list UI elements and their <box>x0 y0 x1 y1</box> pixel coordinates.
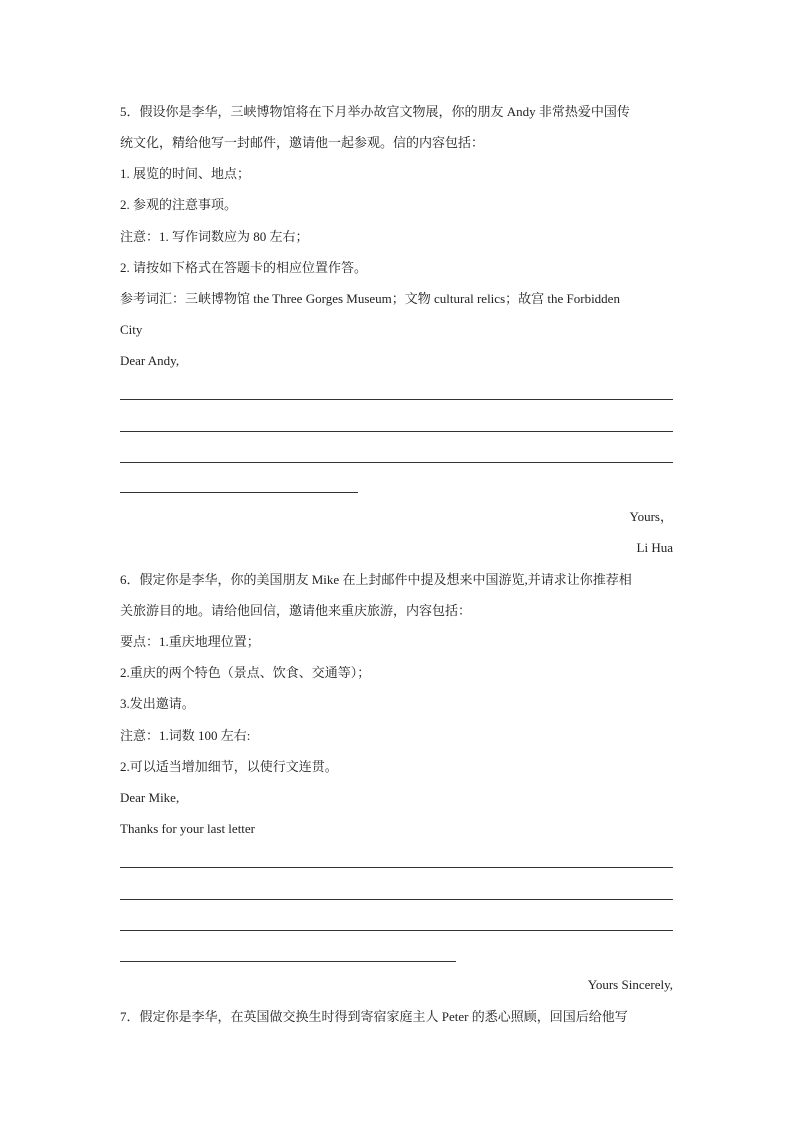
q5-answer-line-1 <box>120 399 673 400</box>
q5-greeting: Dear Andy, <box>120 353 180 368</box>
q6-opening: Thanks for your last letter <box>120 821 256 836</box>
q5-note2: 2. 请按如下格式在答题卡的相应位置作答。 <box>120 260 368 275</box>
q5-point2: 2. 参观的注意事项。 <box>120 197 238 212</box>
q6-closing: Yours Sincerely, <box>587 977 673 992</box>
q6-note1: 注意：1.词数 100 左右: <box>120 728 251 743</box>
q6-note2: 2.可以适当增加细节，以使行文连贯。 <box>120 759 338 774</box>
q5-point1: 1. 展览的时间、地点； <box>120 166 251 181</box>
q6-point2: 2.重庆的两个特色（景点、饮食、交通等）； <box>120 665 371 680</box>
q6-point3: 3.发出邀请。 <box>120 696 195 711</box>
q5-signature: Li Hua <box>636 540 673 555</box>
q5-vocab-line2: City <box>120 322 143 337</box>
q6-answer-line-4 <box>120 961 456 962</box>
q5-answer-line-3 <box>120 462 673 463</box>
q6-answer-line-2 <box>120 899 673 900</box>
q5-vocab-line1: 参考词汇：三峡博物馆 the Three Gorges Museum；文物 cultural relics；故宫 the Forbidden <box>120 291 620 306</box>
q6-greeting: Dear Mike, <box>120 790 180 805</box>
q5-note1: 注意：1. 写作词数应为 80 左右； <box>120 229 309 244</box>
q5-answer-line-2 <box>120 431 673 432</box>
q5-prompt-line1: 5．假设你是李华，三峡博物馆将在下月举办故宫文物展，你的朋友 Andy 非常热爱中国传 <box>120 104 630 119</box>
q5-prompt-line2: 统文化，精给他写一封邮件，邀请他一起参观。信的内容包括： <box>120 135 485 150</box>
q6-point1: 要点：1.重庆地理位置； <box>120 634 260 649</box>
q5-answer-line-4 <box>120 492 358 493</box>
q7-prompt-line1: 7．假定你是李华，在英国做交换生时得到寄宿家庭主人 Peter 的悉心照顾，回国后给他写 <box>120 1009 628 1024</box>
q6-answer-line-3 <box>120 930 673 931</box>
q6-prompt-line1: 6．假定你是李华，你的美国朋友 Mike 在上封邮件中提及想来中国游览,并请求让你推荐相 <box>120 572 632 587</box>
q5-closing: Yours， <box>629 509 673 524</box>
q6-prompt-line2: 关旅游目的地。请给他回信，邀请他来重庆旅游，内容包括： <box>120 603 472 618</box>
q6-answer-line-1 <box>120 867 673 868</box>
